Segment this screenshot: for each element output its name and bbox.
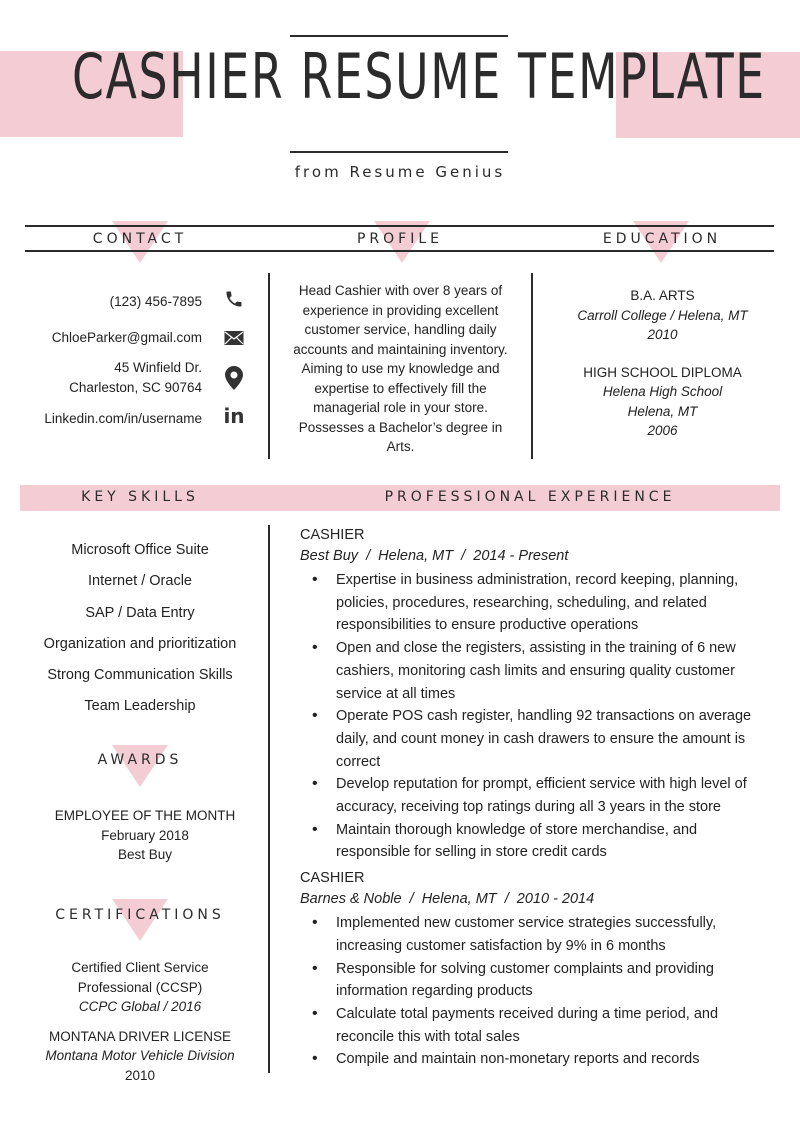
- linkedin-icon: in: [223, 404, 245, 428]
- cert-line: Certified Client Service: [71, 960, 209, 975]
- job-entry: [300, 525, 770, 864]
- job-meta: Best Buy / Helena, MT / 2014 - Present: [300, 548, 569, 564]
- job-title: CASHIER: [300, 870, 365, 887]
- skills-list: [20, 540, 260, 728]
- envelope-icon: [222, 326, 246, 350]
- contact-address-line1: 45 Winfield Dr.: [114, 360, 202, 375]
- award-title: EMPLOYEE OF THE MONTH: [54, 808, 236, 823]
- education-list: [540, 286, 785, 441]
- cert-issuer: CCPC Global / 2016: [78, 999, 202, 1014]
- title-rule-top: [290, 35, 508, 37]
- page-title: CASHIER RESUME TEMPLATE: [72, 40, 766, 113]
- page-subtitle: from Resume Genius: [294, 163, 506, 181]
- section-rule-bottom: [25, 250, 774, 252]
- job-bullet: • Open and close the registers, assisting in the training of 6 new cashiers, monitoring cash limits and ensuring quality customer service at all times: [300, 637, 770, 705]
- profile-summary: [278, 281, 523, 457]
- job-bullet: • Maintain thorough knowledge of store merchandise, and responsible for selling in store credit cards: [300, 819, 770, 864]
- title-rule-bottom: [290, 151, 508, 153]
- job-bullet: • Calculate total payments received during a time period, and reconcile this with total sales: [300, 1003, 770, 1048]
- awards-heading: AWARDS: [97, 752, 183, 768]
- award-org: Best Buy: [117, 847, 173, 862]
- cert-issuer: Montana Motor Vehicle Division: [45, 1048, 235, 1063]
- skill-item: Organization and prioritization: [43, 635, 237, 652]
- job-entry: [300, 868, 770, 1071]
- education-location: Helena, MT: [627, 403, 698, 419]
- experience-heading: PROFESSIONAL EXPERIENCE: [384, 489, 676, 505]
- profile-line: Arts.: [386, 439, 415, 454]
- job-bullets: [300, 569, 770, 864]
- contact-heading: CONTACT: [92, 231, 188, 247]
- contact-phone[interactable]: (123) 456-7895: [109, 294, 202, 309]
- job-title: CASHIER: [300, 527, 365, 543]
- job-bullet: • Develop reputation for prompt, efficient service with high level of accuracy, receiving top ratings during all 3 years in the store: [300, 773, 770, 818]
- profile-line: Aiming to use my knowledge and: [301, 361, 500, 376]
- profile-line: experience in providing excellent: [302, 302, 499, 318]
- profile-heading: PROFILE: [356, 231, 444, 247]
- job-bullet: • Responsible for solving customer complaints and providing information regarding products: [300, 958, 770, 1003]
- certifications-heading: CERTIFICATIONS: [55, 907, 225, 923]
- cert-line: Professional (CCSP): [77, 979, 203, 995]
- phone-icon: [222, 287, 246, 311]
- award-date: February 2018: [101, 827, 189, 843]
- education-heading: EDUCATION: [602, 231, 722, 247]
- skill-item: Internet / Oracle: [88, 573, 192, 590]
- education-degree: B.A. ARTS: [630, 288, 695, 303]
- contact-linkedin[interactable]: Linkedin.com/in/username: [44, 411, 202, 426]
- skill-item: Strong Communication Skills: [47, 667, 233, 684]
- section-rule-top: [25, 225, 774, 227]
- skill-item: SAP / Data Entry: [85, 604, 195, 621]
- education-year: 2006: [647, 423, 678, 438]
- experience-list: [300, 525, 770, 1071]
- job-bullet: • Expertise in business administration, record keeping, planning, policies, procedures, researching, scheduling, and related responsibilities to ensure productive operations: [300, 569, 770, 637]
- profile-line: Head Cashier with over 8 years of: [298, 283, 503, 298]
- profile-line: accounts and maintaining inventory.: [293, 341, 508, 357]
- key-skills-heading: KEY SKILLS: [81, 489, 199, 505]
- contact-address-line2: Charleston, SC 90764: [69, 380, 202, 395]
- awards-list: [20, 806, 270, 865]
- cert-line: MONTANA DRIVER LICENSE: [48, 1028, 232, 1044]
- education-year: 2010: [647, 327, 678, 342]
- job-meta: Barnes & Noble / Helena, MT / 2010 - 2014: [300, 891, 595, 908]
- contact-divider: [268, 273, 270, 459]
- job-bullets: [300, 912, 770, 1071]
- job-bullet: • Compile and maintain non-monetary reports and records: [300, 1048, 770, 1071]
- certifications-list: [15, 958, 265, 1085]
- skill-item: Team Leadership: [84, 698, 196, 715]
- job-bullet: • Implemented new customer service strategies successfully, increasing customer satisfaction by 9% in 6 months: [300, 912, 770, 957]
- map-pin-icon: [222, 366, 246, 390]
- contact-email[interactable]: ChloeParker@gmail.com: [51, 330, 202, 345]
- profile-divider: [531, 273, 533, 459]
- education-school: Carroll College / Helena, MT: [577, 307, 748, 323]
- profile-line: managerial role in your store.: [313, 400, 488, 415]
- education-degree: HIGH SCHOOL DIPLOMA: [583, 364, 742, 380]
- skills-divider: [268, 525, 270, 1073]
- skill-item: Microsoft Office Suite: [71, 542, 209, 558]
- profile-line: Possesses a Bachelor’s degree in: [298, 419, 503, 435]
- job-bullet: • Operate POS cash register, handling 92 transactions on average daily, and count money in cash drawers to ensure the amount is correct: [300, 705, 770, 773]
- cert-year: 2010: [124, 1067, 156, 1083]
- profile-line: customer service, handling daily: [304, 322, 497, 337]
- education-school: Helena High School: [602, 384, 723, 399]
- profile-line: expertise to effectively fill the: [314, 380, 487, 396]
